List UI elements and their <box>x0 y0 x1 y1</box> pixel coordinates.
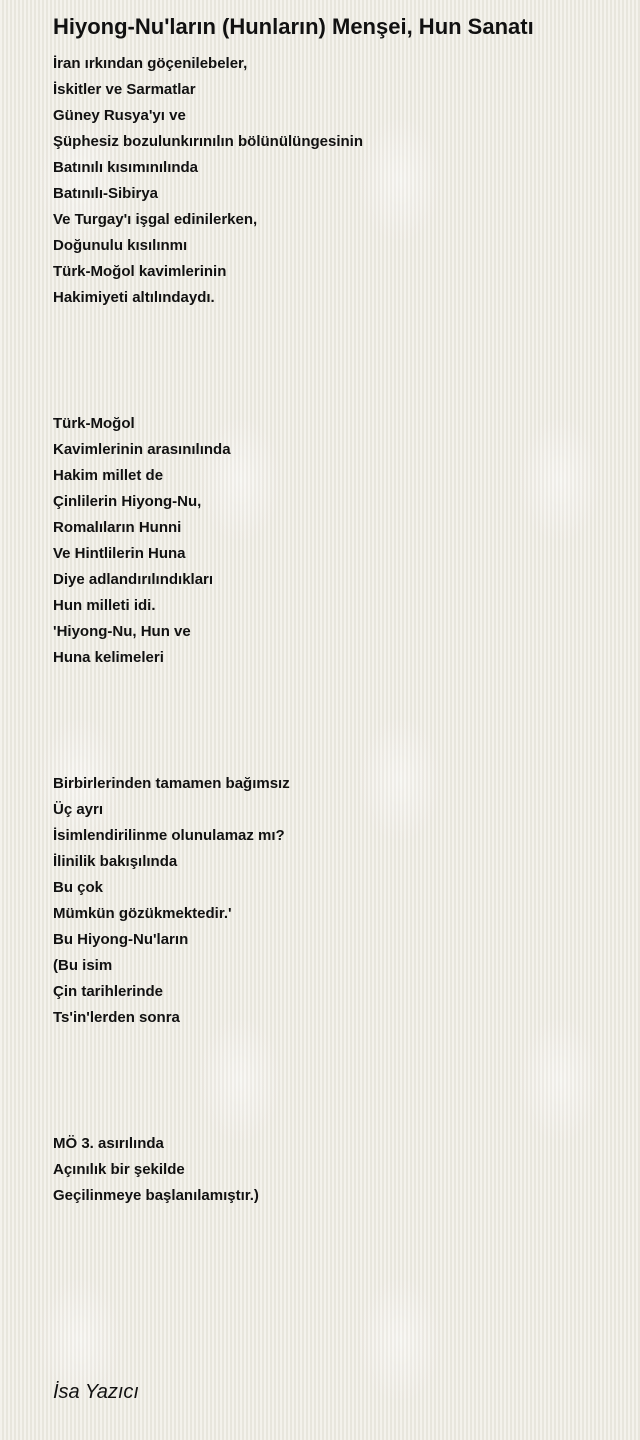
poem-line: İskitler ve Sarmatlar <box>53 81 196 98</box>
poem-line: Doğunulu kısılınmı <box>53 237 188 254</box>
author-name: İsa Yazıcı <box>53 1381 139 1403</box>
stanza-1 <box>53 51 613 311</box>
poem-title: Hiyong-Nu'ların (Hunların) Menşei, Hun Sanatı <box>53 14 534 39</box>
poem-line: İsimlendirilinme olunulamaz mı? <box>53 827 285 844</box>
poem-line: İran ırkından göçenilebeler, <box>53 55 248 72</box>
poem-line: Açınılık bir şekilde <box>53 1161 185 1178</box>
poem-line: Türk-Moğol <box>53 415 135 432</box>
poem-line: Çin tarihlerinde <box>53 983 164 1000</box>
poem-line: Şüphesiz bozulunkırınılın bölünülüngesinin <box>53 133 363 150</box>
poem-line: Bu Hiyong-Nu'ların <box>53 931 189 948</box>
poem-line: Bu çok <box>53 879 104 896</box>
poem-line: Diye adlandırılındıkları <box>53 571 214 588</box>
poem-line: Türk-Moğol kavimlerinin <box>53 263 227 280</box>
stanza-4 <box>53 1131 613 1209</box>
poem-line: Üç ayrı <box>53 801 104 818</box>
poem-line: Kavimlerinin arasınılında <box>53 441 231 458</box>
poem-line: (Bu isim <box>53 957 113 974</box>
poem-line: Çinlilerin Hiyong-Nu, <box>53 493 202 510</box>
poem-body <box>53 51 613 1309</box>
poem-line: Mümkün gözükmektedir.' <box>53 905 232 922</box>
poem-line: Romalıların Hunni <box>53 519 182 536</box>
poem-line: Batınılı kısımınılında <box>53 159 199 176</box>
stanza-3 <box>53 771 613 1031</box>
poem-line: Hakimiyeti altılındaydı. <box>53 289 215 306</box>
poem-line: Birbirlerinden tamamen bağımsız <box>53 775 290 792</box>
poem-line: 'Hiyong-Nu, Hun ve <box>53 623 191 640</box>
poem-line: İlinilik bakışılında <box>53 853 178 870</box>
poem-line: Ts'in'lerden sonra <box>53 1009 180 1026</box>
poem-line: Ve Hintlilerin Huna <box>53 545 186 562</box>
poem-line: Hakim millet de <box>53 467 164 484</box>
poem-line: Huna kelimeleri <box>53 649 164 666</box>
poem-line: Geçilinmeye başlanılamıştır.) <box>53 1187 259 1204</box>
poem-line: Hun milleti idi. <box>53 597 156 614</box>
poem-line: MÖ 3. asırılında <box>53 1135 164 1152</box>
stanza-2 <box>53 411 613 671</box>
poem-line: Batınılı-Sibirya <box>53 185 159 202</box>
poem-line: Ve Turgay'ı işgal edinilerken, <box>53 211 258 228</box>
poem-line: Güney Rusya'yı ve <box>53 107 186 124</box>
